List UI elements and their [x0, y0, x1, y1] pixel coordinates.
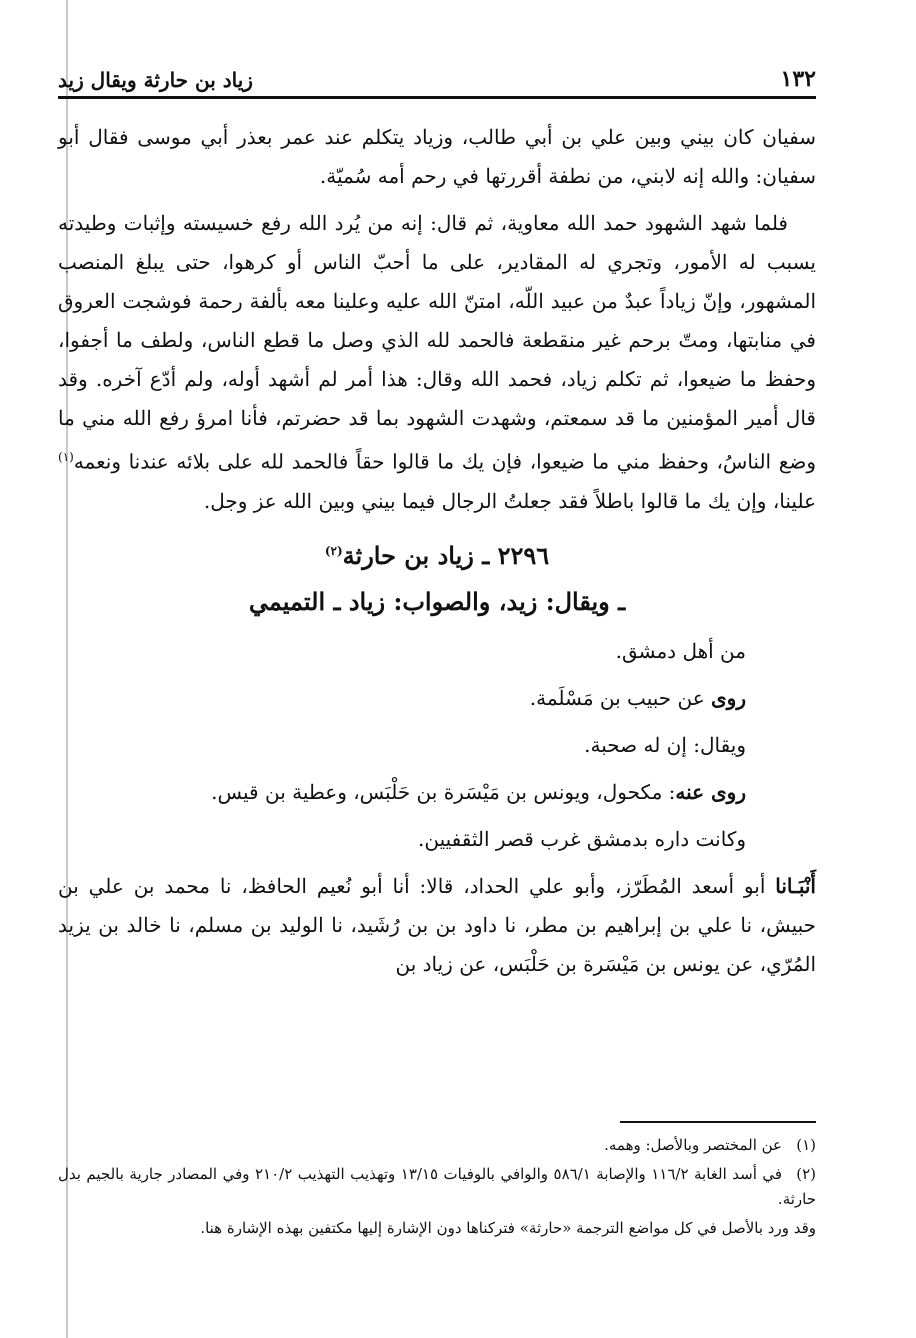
narrators-text: : مكحول، ويونس بن مَيْسَرة بن حَلْبَس، وعطية بن قيس. [211, 779, 676, 804]
footnotes [58, 1133, 816, 1245]
header-rule [58, 96, 816, 99]
paragraph-2 [58, 204, 816, 521]
narrated-text: عن حبيب بن مَسْلَمة. [529, 685, 712, 710]
entry-title [58, 529, 816, 578]
footnote-ref-1: (١) [58, 450, 74, 464]
entry-narrated-from [58, 679, 816, 718]
footnote-1 [58, 1133, 816, 1158]
entry-subtitle: ـ ويقال: زيد، والصواب: زياد ـ التميمي [248, 586, 626, 616]
footnote-2 [58, 1162, 816, 1212]
entry-house: وكانت داره بدمشق غرب قصر الثقفيين. [418, 826, 746, 851]
page-number: ١٣٢ [780, 66, 816, 92]
footnote-2-number: (٢) [796, 1165, 817, 1183]
entry-origin: من أهل دمشق. [615, 638, 746, 663]
footnote-rule [620, 1121, 816, 1123]
footnote-2-text: في أسد الغابة ١١٦/٢ والإصابة ٥٨٦/١ والوافي بالوفيات ١٣/١٥ وتهذيب التهذيب ٢١٠/٢ وفي المصادر جارية بالجيم بدل حارثة. [58, 1165, 816, 1208]
page-header [58, 60, 816, 92]
entry-companion-note: ويقال: إن له صحبة. [584, 732, 746, 757]
isnad-label: أَنْبَـانا [775, 873, 816, 898]
entry-title-text: ٢٢٩٦ ـ زياد بن حارثة [342, 540, 550, 570]
entry-narrators [58, 773, 816, 812]
isnad-text: أبو أسعد المُطَرّز، وأبو علي الحداد، قالا: أنا أبو نُعيم الحافظ، نا محمد بن علي بن حبيش، نا علي بن إبراهيم بن مطر، نا داود بن بن رُشَيد، نا الوليد بن مسلم، نا خالد بن يزيد المُرّي، عن يونس بن مَيْسَرة بن حَلْبَس، عن زياد بن [58, 873, 817, 976]
isnad-paragraph [58, 867, 816, 984]
footnote-2-note: وقد ورد بالأصل في كل مواضع الترجمة «حارثة» فتركناها دون الإشارة إليها مكتفين بهذه الإشارة هنا. [200, 1219, 816, 1237]
paragraph-1: سفيان كان بيني وبين علي بن أبي طالب، وزياد يتكلم عند عمر بعذر أبي موسى فقال أبو سفيان: والله إنه لابني، من نطفة أقررتها في رحم أمه سُميّة. [58, 125, 816, 188]
footnote-ref-2: (٢) [324, 543, 343, 558]
paragraph-2-text-b: علينا، وإن يك ما قالوا باطلاً فقد جعلتُ الرجال فيما بيني وبين الله عز وجل. [203, 488, 816, 513]
narrated-label: روى [711, 685, 746, 710]
main-text [58, 118, 816, 992]
running-title: زياد بن حارثة ويقال زيد [58, 68, 253, 92]
footnote-1-number: (١) [796, 1136, 816, 1154]
footnote-1-text: عن المختصر وبالأصل: وهمه. [604, 1136, 782, 1154]
narrators-label: روى عنه [675, 779, 746, 804]
paragraph-2-text-a: فلما شهد الشهود حمد الله معاوية، ثم قال: إنه من يُرد الله رفع خسيسته وإثبات وطيدته يسبب له الأمور، وتجري له المقادير، على ما أحبّ الناس أو كرهوا، حتى يبلغ المنصب المشهور، وإنّ زياداً عبدٌ من عبيد اللّه، امتنّ الله عليه وعلينا معه بألفة رحمة فوشجت العروق في منابتها، ومتّ برحم غير منقطعة فالحمد لله الذي وصل ما قطع الناس، ولطف ما أجفوا، وحفظ ما ضيعوا، ثم تكلم زياد، فحمد الله وقال: هذا أمر لم أشهد أوله، ولم أدّع آخره. وقد قال أمير المؤمنين ما قد سمعتم، وشهدت الشهود بما قد حضرتم، فأنا امرؤ رفع الله مني ما وضع الناسُ، وحفظ مني ما ضيعوا، فإن يك ما قالوا حقاً فالحمد لله على بلائه عندنا ونعمه [58, 211, 816, 474]
